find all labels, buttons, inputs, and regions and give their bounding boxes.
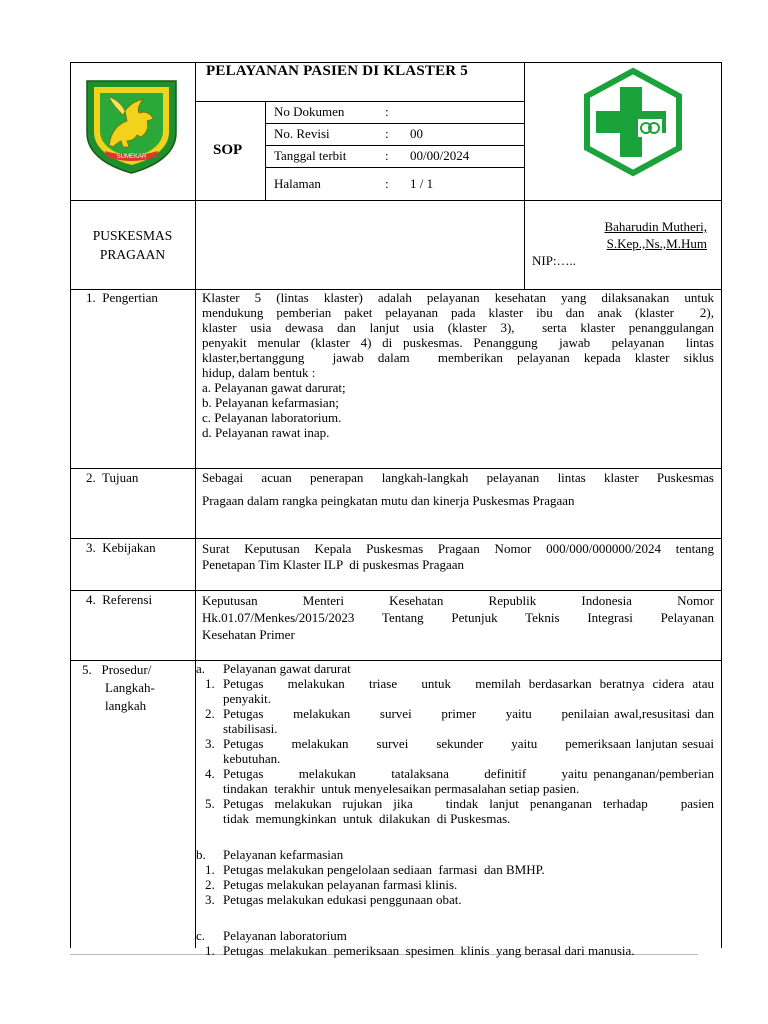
meta-value: 00	[410, 126, 423, 141]
step-text-line-2: kebutuhan.	[223, 751, 281, 766]
meta-value: 00/00/2024	[410, 148, 470, 163]
meta-row-line-3	[265, 167, 525, 168]
prosedur-a-title: Pelayanan gawat darurat	[223, 661, 351, 676]
kebijakan-body	[202, 541, 714, 573]
step-number: 4.	[205, 766, 215, 781]
border-left	[70, 62, 71, 948]
svg-text:SUMEKAR: SUMEKAR	[116, 154, 147, 160]
meta-no-dokumen	[274, 104, 524, 120]
prosedur-c-marker: c.	[196, 928, 206, 943]
list-item	[196, 943, 714, 958]
prosedur-c-title: Pelayanan laboratorium	[223, 928, 347, 943]
referensi-line-3: Kesehatan Primer	[202, 627, 295, 642]
prosedur-b-steps	[196, 862, 714, 907]
meta-row-line-1	[265, 123, 525, 124]
meta-no-revisi	[274, 126, 524, 142]
prosedur-a-steps	[196, 676, 714, 826]
tujuan-body	[202, 470, 714, 508]
prosedur-a-marker: a.	[196, 661, 206, 676]
org-name-line-2: PRAGAAN	[99, 247, 166, 262]
border-right	[721, 62, 722, 948]
prosedur-b-title: Pelayanan kefarmasian	[223, 847, 344, 862]
signatory-nip: NIP:…..	[532, 253, 577, 268]
prosedur-c-heading	[196, 928, 714, 943]
step-number: 1.	[205, 862, 215, 877]
org-name	[70, 226, 195, 264]
pengertian-line: Klaster 5 (lintas klaster) adalah pelayanan kesehatan yang dilaksanakan untuk	[202, 290, 714, 305]
prosedur-label-line-3: langkah	[105, 698, 147, 713]
col-divider-sop	[265, 101, 266, 200]
step-text-line-2: penyakit.	[223, 691, 272, 706]
tujuan-line-1: Sebagai acuan penerapan langkah-langkah pelayanan lintas klaster Puskesmas	[202, 470, 714, 485]
list-item	[196, 862, 714, 877]
sop-label: SOP	[213, 142, 243, 158]
puskesmas-shield-logo	[81, 75, 182, 175]
signatory-name: Baharudin Mutheri,	[604, 219, 707, 234]
step-number: 5.	[205, 796, 215, 811]
pengertian-item: a. Pelayanan gawat darurat;	[202, 380, 346, 395]
step-text-line-1: Petugas melakukan rujukan jika tindak lanjut penanganan terhadap pasien	[223, 796, 714, 811]
step-text: Petugas melakukan pelayanan farmasi klinis.	[223, 877, 458, 892]
signatory-title: S.Kep.,Ns.,M.Hum	[606, 236, 707, 251]
prosedur-b-heading	[196, 847, 714, 862]
row-line-tujuan	[70, 538, 722, 539]
meta-tanggal-terbit	[274, 148, 524, 164]
tujuan-line-2: Pragaan dalam rangka peingkatan mutu dan kinerja Puskesmas Pragaan	[202, 493, 575, 508]
pengertian-label: 1. Pengertian	[86, 290, 158, 305]
step-text-line-2: tindakan terakhir untuk menyelesaikan permasalahan setiap pasien.	[223, 781, 580, 796]
step-number: 3.	[205, 892, 215, 907]
org-name-line-1: PUSKESMAS	[92, 228, 173, 243]
signatory	[525, 218, 721, 269]
pengertian-item: c. Pelayanan laboratorium.	[202, 410, 342, 425]
pengertian-line: mendukung pemberian paket pelayanan pada klaster ibu dan anak (klaster 2),	[202, 305, 714, 320]
step-number: 3.	[205, 736, 215, 751]
step-number: 2.	[205, 706, 215, 721]
meta-label: No. Revisi	[274, 126, 330, 141]
title-underline	[195, 101, 525, 102]
step-number: 1.	[205, 943, 215, 958]
referensi-line-1: Keputusan Menteri Kesehatan Republik Indonesia Nomor	[202, 593, 714, 608]
list-item	[196, 796, 714, 826]
row-line-pengertian	[70, 468, 722, 469]
step-text-line-2: stabilisasi.	[223, 721, 278, 736]
prosedur-c-steps	[196, 943, 714, 958]
meta-sep: :	[385, 126, 389, 141]
referensi-line-2: Hk.01.07/Menkes/2015/2023 Tentang Petunjuk Teknis Integrasi Pelayanan	[202, 610, 714, 625]
kebijakan-line-2: Penetapan Tim Klaster ILP di puskesmas Pragaan	[202, 557, 465, 572]
prosedur-label-line-1: 5. Prosedur/	[82, 662, 152, 677]
pengertian-line: klaster usia dewasa dan lanjut usia (klaster 3), serta klaster penanggulangan	[202, 320, 714, 335]
pengertian-item: d. Pelayanan rawat inap.	[202, 425, 330, 440]
page-title: PELAYANAN PASIEN DI KLASTER 5	[206, 63, 468, 79]
list-item	[196, 736, 714, 766]
list-item	[196, 877, 714, 892]
meta-sep: :	[385, 104, 389, 119]
row-line-header	[70, 200, 722, 201]
meta-sep: :	[385, 176, 389, 191]
step-text-line-1: Petugas melakukan survei sekunder yaitu pemeriksaan lanjutan sesuai	[223, 736, 714, 751]
prosedur-body	[196, 661, 714, 958]
list-item	[196, 766, 714, 796]
prosedur-b-marker: b.	[196, 847, 206, 862]
referensi-body	[202, 592, 714, 643]
pengertian-line: hidup, dalam bentuk :	[202, 365, 316, 380]
meta-row-line-2	[265, 145, 525, 146]
step-text-line-2: tidak memungkinkan untuk dilakukan di Puskesmas.	[223, 811, 511, 826]
referensi-label: 4. Referensi	[86, 592, 153, 607]
pengertian-line: klaster,bertanggung jawab dalam memberikan pelayanan kepada klaster siklus	[202, 350, 714, 365]
meta-label: Halaman	[274, 176, 321, 191]
pengertian-body	[202, 290, 714, 440]
list-item	[196, 676, 714, 706]
prosedur-label	[82, 661, 155, 715]
step-text: Petugas melakukan pengelolaan sediaan farmasi dan BMHP.	[223, 862, 545, 877]
pengertian-item: b. Pelayanan kefarmasian;	[202, 395, 339, 410]
meta-label: Tanggal terbit	[274, 148, 347, 163]
prosedur-a-heading	[196, 661, 714, 676]
kebijakan-line-1: Surat Keputusan Kepala Puskesmas Pragaan Nomor 000/000/000000/2024 tentang	[202, 541, 714, 556]
kebijakan-label: 3. Kebijakan	[86, 540, 156, 555]
pengertian-line: penyakit menular (klaster 4) di puskesmas. Penanggung jawab pelayanan lintas	[202, 335, 714, 350]
step-text: Petugas melakukan edukasi penggunaan obat.	[223, 892, 462, 907]
step-text-line-1: Petugas melakukan triase untuk memilah berdasarkan beratnya cidera atau	[223, 676, 714, 691]
meta-halaman	[274, 176, 524, 192]
step-number: 1.	[205, 676, 215, 691]
list-item	[196, 892, 714, 907]
meta-sep: :	[385, 148, 389, 163]
step-text-line-1: Petugas melakukan survei primer yaitu penilaian awal,resusitasi dan	[223, 706, 714, 721]
list-item	[196, 706, 714, 736]
meta-label: No Dokumen	[274, 104, 345, 119]
tujuan-label: 2. Tujuan	[86, 470, 139, 485]
row-line-kebijakan	[70, 590, 722, 591]
step-text-line-1: Petugas melakukan tatalaksana definitif yaitu penanganan/pemberian	[223, 766, 714, 781]
step-number: 2.	[205, 877, 215, 892]
prosedur-label-line-2: Langkah-	[105, 680, 155, 695]
meta-value: 1 / 1	[410, 176, 434, 191]
health-cross-logo	[578, 67, 688, 177]
step-text: Petugas melakukan pemeriksaan spesimen klinis yang berasal dari manusia.	[223, 943, 635, 958]
